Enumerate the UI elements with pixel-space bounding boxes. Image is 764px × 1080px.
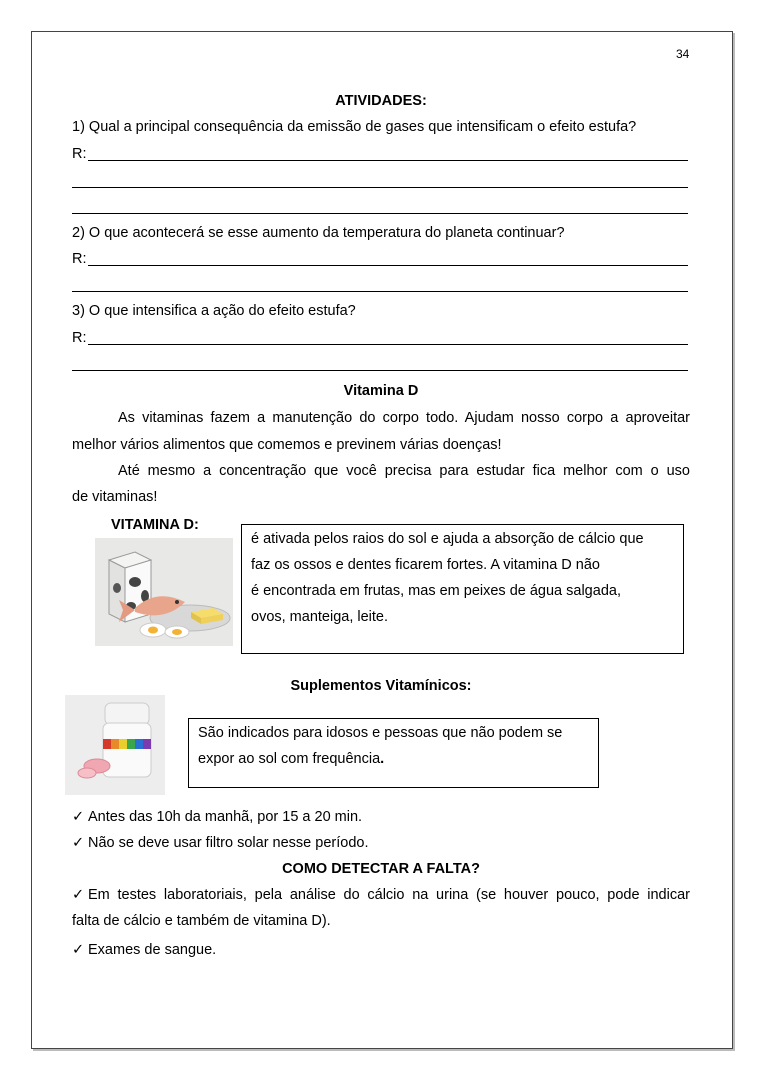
vitamin-d-paragraph-1a: As vitaminas fazem a manutenção do corpo todo. Ajudam nosso corpo a aproveitar	[118, 410, 690, 426]
detect-item-2	[72, 941, 216, 959]
vitamin-d-paragraph-2a: Até mesmo a concentração que você precisa para estudar fica melhor com o uso	[118, 463, 690, 479]
answer-1-line-3[interactable]	[72, 213, 688, 214]
answer-3-line-2[interactable]	[72, 370, 688, 371]
supplements-box-period: .	[380, 751, 385, 767]
check-item-1	[72, 808, 362, 826]
vitamin-d-info-box	[241, 524, 684, 654]
detect-item-1a-text: Em testes laboratoriais, pela análise do cálcio na urina (se houver pouco, pode indicar	[88, 887, 690, 903]
vitamin-d-box-line-3: é encontrada em frutas, mas em peixes de água salgada,	[251, 583, 621, 599]
question-3: 3) O que intensifica a ação do efeito estufa?	[72, 303, 356, 319]
answer-1-prefix: R:	[72, 146, 87, 162]
answer-2-line-1[interactable]	[88, 265, 688, 266]
vitamin-d-label: VITAMINA D:	[111, 517, 199, 533]
answer-2-prefix: R:	[72, 251, 87, 267]
detect-item-2-text: Exames de sangue.	[88, 942, 217, 958]
supplement-bottle-image	[65, 695, 165, 795]
vitamin-d-box-line-2: faz os ossos e dentes ficarem fortes. A vitamina D não	[251, 557, 600, 573]
check-item-2	[72, 834, 368, 852]
checkmark-icon: ✓	[72, 835, 85, 851]
vitamin-d-paragraph-2b: de vitaminas!	[72, 489, 158, 505]
question-1: 1) Qual a principal consequência da emissão de gases que intensificam o efeito estufa?	[72, 119, 637, 135]
page-number: 34	[676, 47, 690, 61]
detect-item-1b: falta de cálcio e também de vitamina D).	[72, 913, 331, 929]
check-item-1-text: Antes das 10h da manhã, por 15 a 20 min.	[88, 809, 363, 825]
checkmark-icon: ✓	[72, 809, 85, 825]
question-2: 2) O que acontecerá se esse aumento da temperatura do planeta continuar?	[72, 225, 565, 241]
vitamin-d-paragraph-1b: melhor vários alimentos que comemos e previnem várias doenças!	[72, 437, 502, 453]
vitamin-d-box-line-1: é ativada pelos raios do sol e ajuda a absorção de cálcio que	[251, 531, 644, 547]
vitamin-d-box-line-4: ovos, manteiga, leite.	[251, 609, 389, 625]
vitamin-d-foods-image	[95, 538, 233, 646]
check-item-2-text: Não se deve usar filtro solar nesse período.	[88, 835, 369, 851]
activities-heading: ATIVIDADES:	[335, 93, 427, 109]
answer-1-line-1[interactable]	[88, 160, 688, 161]
checkmark-icon: ✓	[72, 887, 85, 903]
answer-1-line-2[interactable]	[72, 187, 688, 188]
supplements-title: Suplementos Vitamínicos:	[290, 678, 472, 694]
answer-2-line-2[interactable]	[72, 291, 688, 292]
supplements-info-box	[188, 718, 599, 788]
detect-title: COMO DETECTAR A FALTA?	[282, 861, 480, 877]
supplements-box-line-2: expor ao sol com frequência	[198, 751, 381, 767]
checkmark-icon: ✓	[72, 942, 85, 958]
answer-3-prefix: R:	[72, 330, 87, 346]
answer-3-line-1[interactable]	[88, 344, 688, 345]
vitamin-d-title: Vitamina D	[343, 383, 419, 399]
supplements-box-line-1: São indicados para idosos e pessoas que não podem se	[198, 725, 563, 741]
detect-item-1a	[72, 882, 690, 908]
